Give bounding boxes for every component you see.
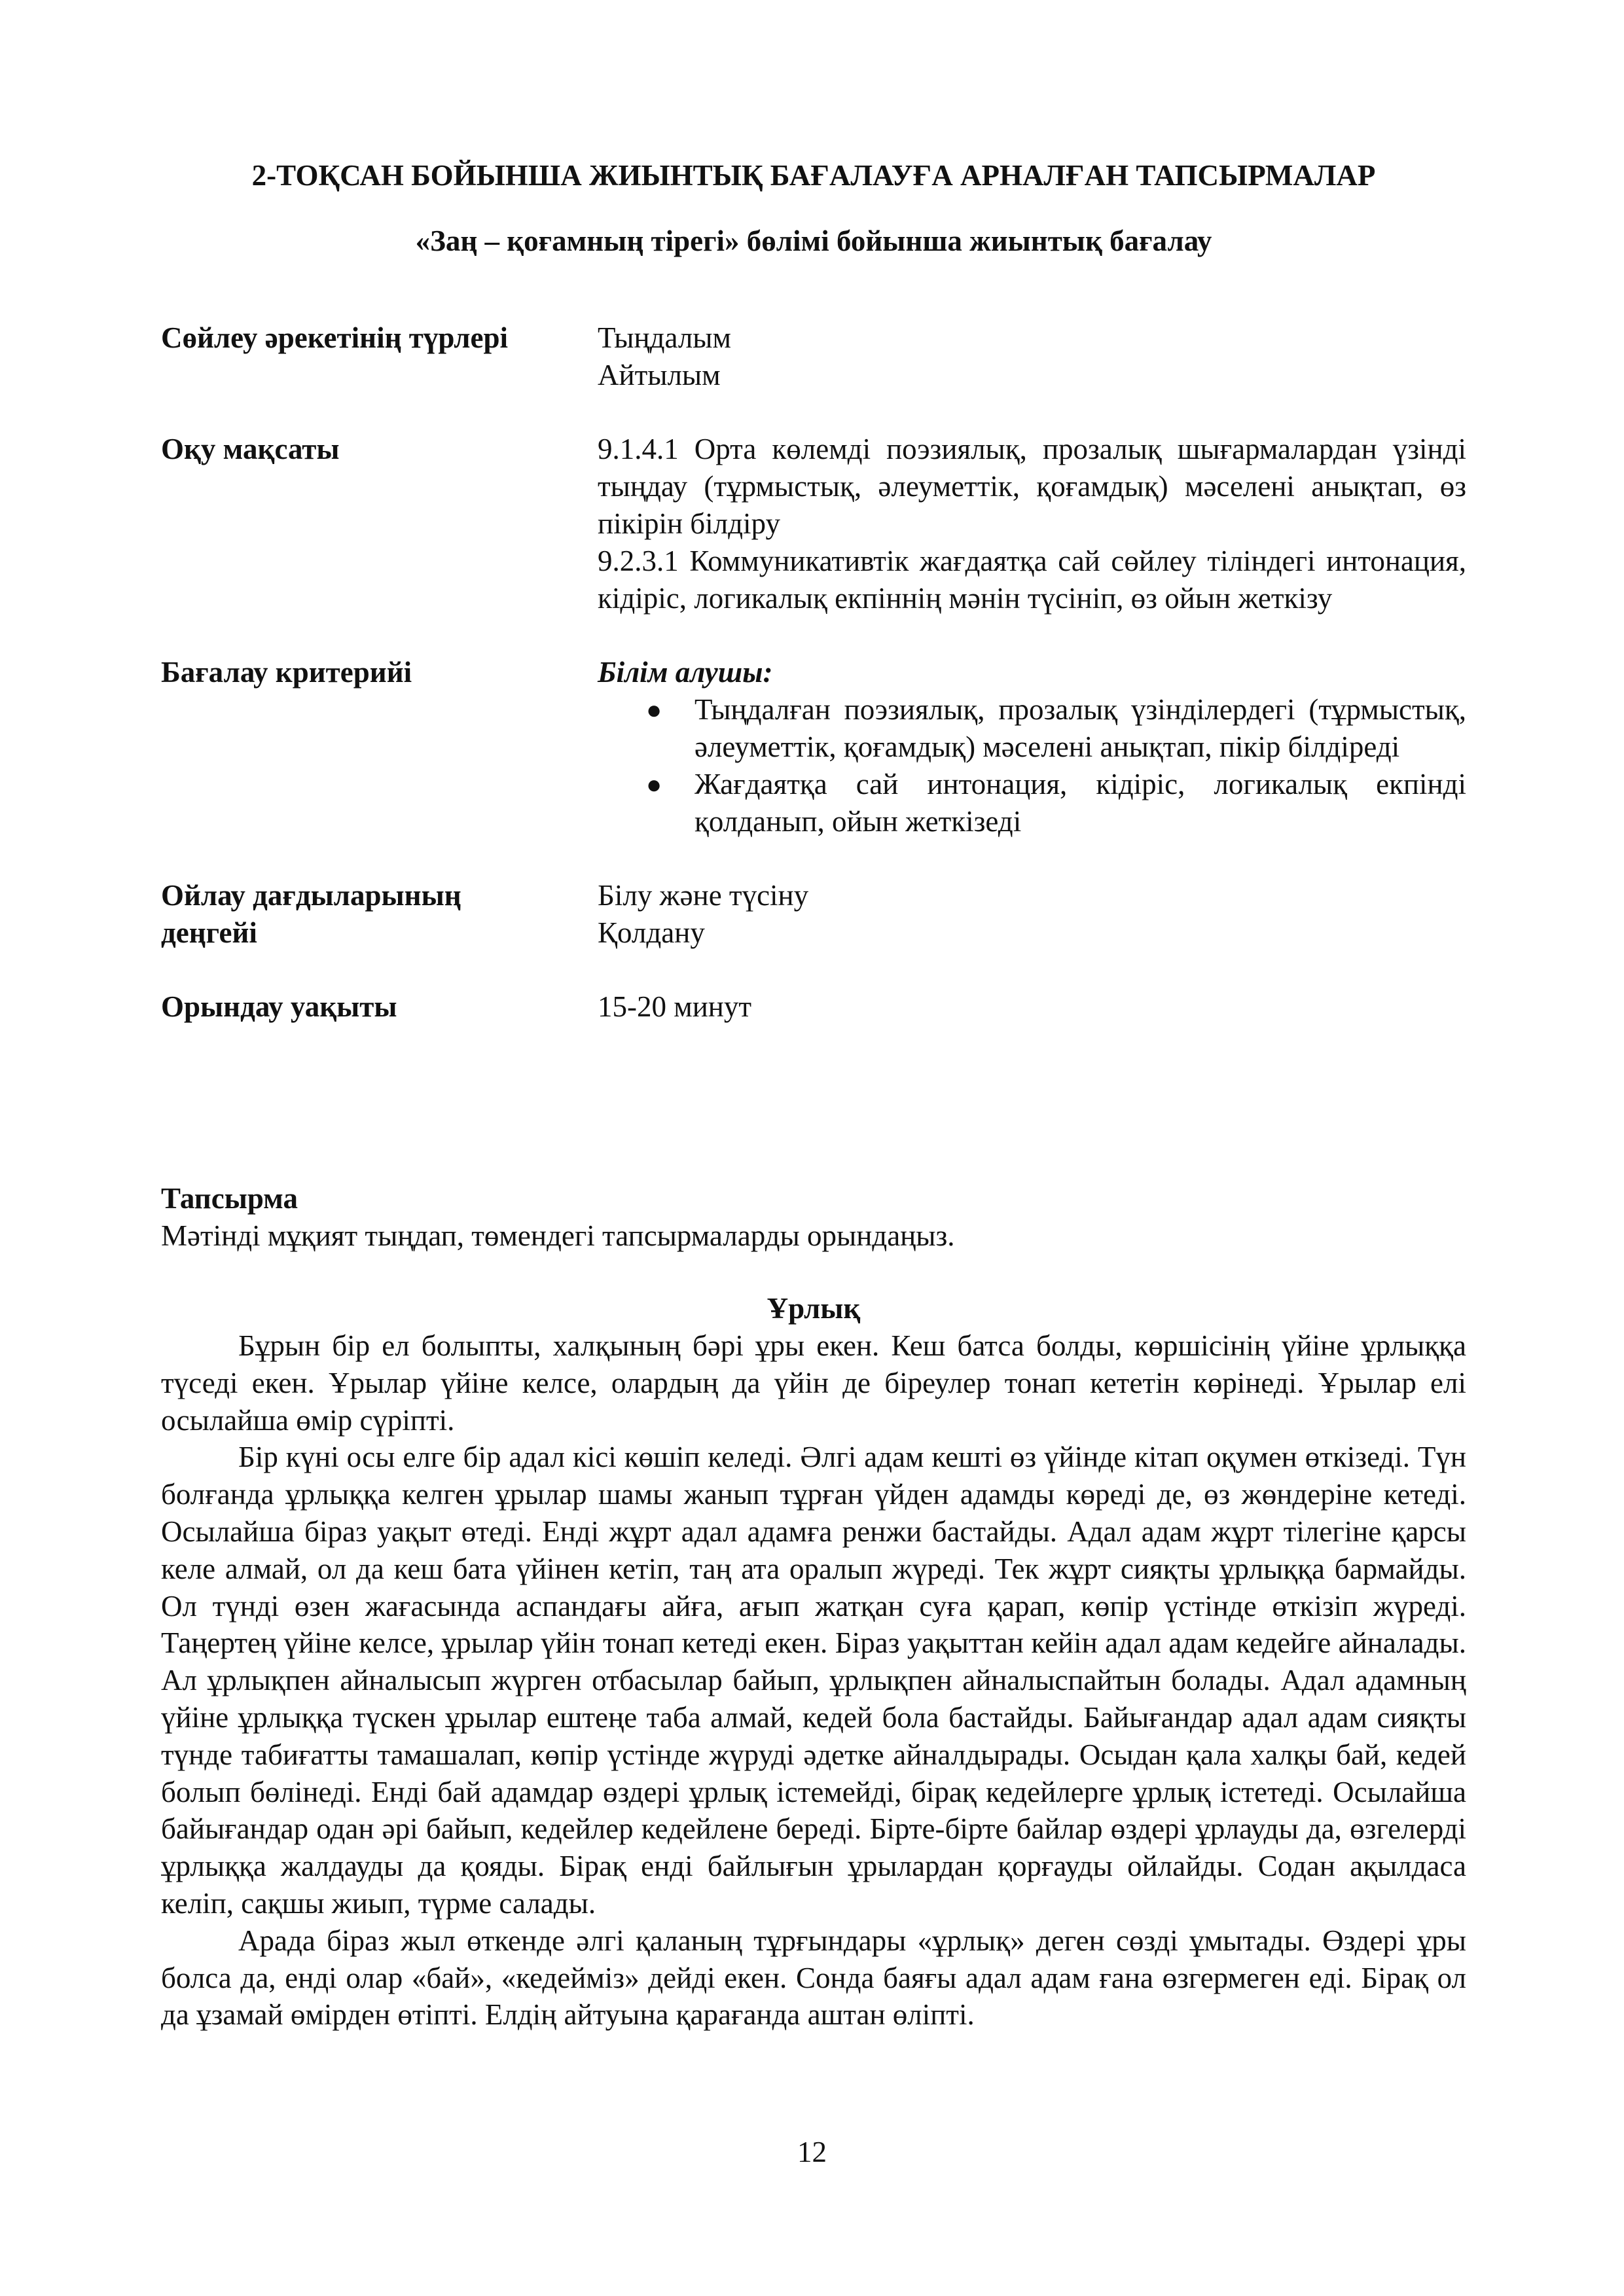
learning-goal-row — [161, 431, 1466, 617]
thinking-level-value — [598, 877, 1466, 952]
criteria-value — [598, 654, 1466, 840]
task-instruction: Мәтінді мұқият тыңдап, төмендегі тапсырмаларды орындаңыз. — [161, 1219, 955, 1252]
assessment-info-table — [161, 319, 1466, 1062]
criteria-list — [598, 691, 1466, 840]
learning-goal-item: 9.1.4.1 Орта көлемді поэзиялық, прозалық шығармалардан үзінді тыңдау (тұрмыстық, әлеуметтік, қоғамдық) мәселені анықтап, өз пікірін білдіру — [598, 433, 1466, 540]
speech-types-row — [161, 319, 1466, 394]
thinking-level-label-line: Ойлау дағдыларының — [161, 879, 461, 912]
learning-goal-value — [598, 431, 1466, 617]
thinking-level-row — [161, 877, 1466, 952]
bullet-icon: ● — [646, 770, 662, 799]
speech-type-item: Айтылым — [598, 359, 721, 391]
thinking-level-label — [161, 877, 598, 952]
thinking-level-label-line: деңгейі — [161, 916, 257, 949]
criteria-item — [598, 691, 1466, 766]
task-section — [161, 1180, 1466, 1255]
story-paragraph: Бұрын бір ел болыпты, халқының бәрі ұры екен. Кеш батса болды, көршісінің үйіне ұрлыққа түседі екен. Ұрылар үйіне келсе, олардың да үйін де біреулер тонап кететін көрінеді. Ұрылар елі осылайша өмір сүріпті. — [161, 1329, 1466, 1437]
time-value: 15-20 минут — [598, 990, 752, 1023]
learning-goal-label: Оқу мақсаты — [161, 433, 340, 465]
task-heading: Тапсырма — [161, 1182, 298, 1215]
story-text — [161, 1327, 1466, 2034]
criteria-item-text: Жағдаятқа сай интонация, кідіріс, логикалық екпінді қолданып, ойын жеткізеді — [695, 768, 1466, 838]
page-subtitle: «Заң – қоғамның тірегі» бөлімі бойынша жиынтық бағалау — [415, 224, 1212, 257]
page-title: 2-ТОҚСАН БОЙЫНША ЖИЫНТЫҚ БАҒАЛАУҒА АРНАЛҒАН ТАПСЫРМАЛАР — [251, 159, 1376, 192]
criteria-label: Бағалау критерийі — [161, 656, 412, 689]
time-row — [161, 988, 1466, 1026]
thinking-level-item: Қолдану — [598, 916, 705, 949]
page-number: 12 — [797, 2136, 827, 2168]
criteria-intro: Білім алушы: — [598, 656, 773, 689]
story-title: Ұрлық — [767, 1292, 861, 1325]
bullet-icon: ● — [646, 695, 662, 725]
speech-types-value — [598, 319, 1466, 394]
story-paragraph: Бір күні осы елге бір адал кісі көшіп келеді. Әлгі адам кешті өз үйінде кітап оқумен өткізеді. Түн болғанда ұрлыққа келген ұрылар шамы жанып тұрған үйден адамды көреді де, өз жөндеріне кетеді. Осылайша біраз уақыт өтеді. Енді жұрт адал адамға ренжи бастайды. Адал адам жұрт тілегіне қарсы келе алмай, ол да кеш бата үйінен кетіп, таң ата оралып жүреді. Тек жұрт сияқты ұрлыққа бармайды. Ол түнді өзен жағасында аспандағы айға, ағып жатқан суға қарап, көпір үстінде өткізіп жүреді. Таңертең үйіне келсе, ұрылар үйін тонап кетеді екен. Біраз уақыттан кейін адал адам кедейге айналады. Ал ұрлықпен айналысып жүрген отбасылар байып, ұрлықпен айналыспайтын болады. Адал адамның үйіне ұрлыққа түскен ұрылар ештеңе таба алмай, кедей бола бастайды. Байығандар адал адам сияқты түнде табиғатты тамашалап, көпір үстінде жүруді әдетке айналдырады. Осыдан қала халқы бай, кедей болып бөлінеді. Енді бай адамдар өздері ұрлық істемейді, бірақ кедейлерге ұрлық істетеді. Осылайша байығандар одан әрі байып, кедейлер кедейлене береді. Бірте-бірте байлар өздері ұрлауды да, өзгелерді ұрлыққа жалдауды да қояды. Бірақ енді байлығын ұрылардан қорғауды ойлайды. Содан ақылдаса келіп, сақшы жиып, түрме салады. — [161, 1441, 1466, 1920]
speech-type-item: Тыңдалым — [598, 321, 731, 354]
learning-goal-item: 9.2.3.1 Коммуникативтік жағдаятқа сай сөйлеу тіліндегі интонация, кідіріс, логикалық екпіннің мәнін түсініп, өз ойын жеткізу — [598, 545, 1466, 615]
criteria-item — [598, 766, 1466, 840]
thinking-level-item: Білу және түсіну — [598, 879, 809, 912]
criteria-row — [161, 654, 1466, 840]
speech-types-label: Сөйлеу әрекетінің түрлері — [161, 321, 509, 354]
time-label: Орындау уақыты — [161, 990, 397, 1023]
story-paragraph: Арада біраз жыл өткенде әлгі қаланың тұрғындары «ұрлық» деген сөзді ұмытады. Өздері ұры болса да, енді олар «бай», «кедейміз» дейді екен. Сонда баяғы адал адам ғана өзгермеген еді. Бірақ ол да ұзамай өмірден өтіпті. Елдің айтуына қарағанда аштан өліпті. — [161, 1924, 1466, 2032]
criteria-item-text: Тыңдалған поэзиялық, прозалық үзінділердегі (тұрмыстық, әлеуметтік, қоғамдық) мәселені анықтап, пікір білдіреді — [695, 693, 1466, 763]
